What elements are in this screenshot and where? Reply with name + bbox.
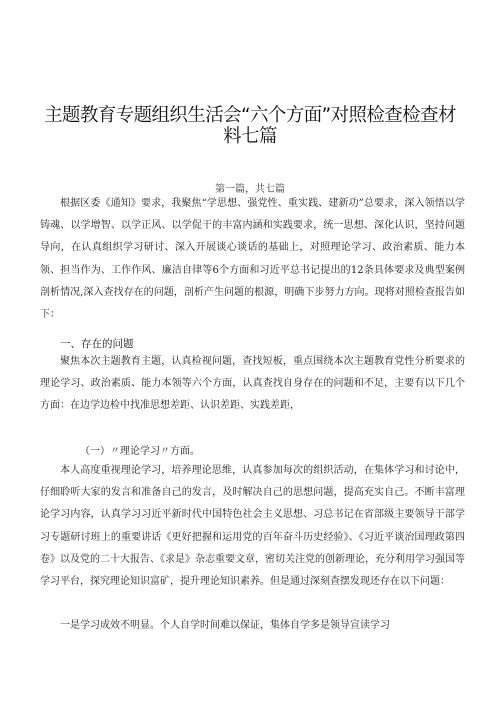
paragraph-theory-study: 本人高度重视理论学习，培养理论思维，认真参加每次的组织活动，在集体学习和讨论中，仔细聆听大家的发言和准备自己的发言，及时解决自己的思想问题，提高充实自己。不断丰富理论学习内容，认真学习习近平新时代中国特色社会主义思想、习总书记在省部级主要领导干部学习专题研讨班上的重要讲话《更好把握和运用党的百年奋斗历史经验》、《习近平谈治国理政第四卷》以及党的二十大报告、《求是》杂志重要文章，密切关注党的创新理论，充分利用学习强国等学习平台，探究理论知识富矿，提升理论知识素养。但是通过深刻查摆发现还存在以下问题：: [40, 465, 465, 588]
paragraph-problems-overview: 聚焦本次主题教育主题，认真检视问题，查找短板，重点围绕本次主题教育党性分析要求的理论学习、政治素质、能力本领等六个方面，认真查找自身存在的问题和不足，主要有以下几个方面：在边学边检中找准思想差距、认识差距、实践差距，: [40, 356, 465, 412]
paragraph-intro: 根据区委《通知》要求，我聚焦“学思想、强党性、重实践、建新功”总要求，深入领悟以学铸魂、以学增智、以学正风、以学促干的丰富内涵和实践要求，统一思想、深化认识，坚持问题导向，在认真组织学习研讨、深入开展谈心谈话的基础上，对照理论学习、政治素质、能力本领、担当作为、工作作风、廉洁自律等6个方面和习近平总书记提出的12条具体要求及典型案例剖析情况,深入查找存在的问题，剖析产生问题的根源，明确下步努力方向。现将对照检查报告如下：: [40, 198, 465, 321]
subsection-heading-theory-study: （一）〃理论学习〃方面。: [80, 446, 200, 457]
document-subtitle: 第一篇，共七篇: [215, 184, 285, 195]
document-title-line1: 主题教育专题组织生活会“六个方面”对照检查检查材: [44, 105, 456, 126]
paragraph-point-one: 一是学习成效不明显。个人自学时间难以保证，集体自学多是领导宣读学习: [60, 620, 390, 631]
document-title-line2: 料七篇: [223, 126, 277, 147]
section-heading-problems: 一、存在的问题: [60, 338, 134, 350]
